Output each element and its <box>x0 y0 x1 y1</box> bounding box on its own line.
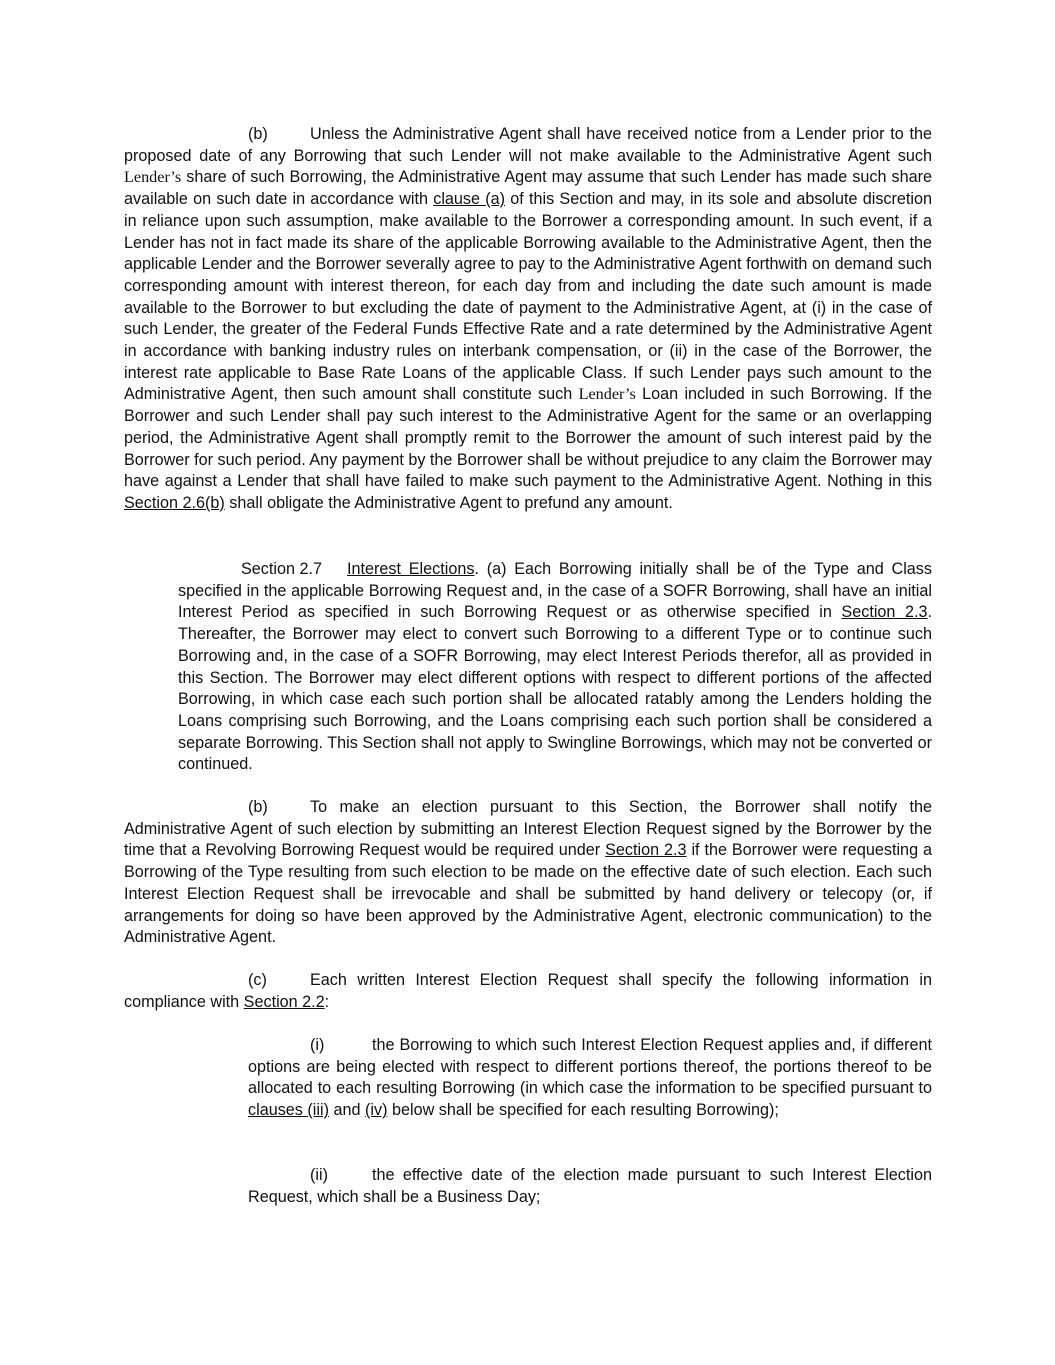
cross-reference-section-2-3: Section 2.3 <box>841 603 928 622</box>
clause-i <box>248 1035 932 1122</box>
paragraph-text: share of such Borrowing, the Administrative Agent may assume that such Lender has made such share available on such date in accordance with <box>124 168 932 209</box>
paragraph-text: Lender’s <box>124 168 182 187</box>
clause-label: (i) <box>310 1036 325 1054</box>
clause-text: below shall be specified for each resulting Borrowing); <box>387 1101 779 1120</box>
cross-reference-clause-a: clause (a) <box>433 190 506 209</box>
paragraph-2-7-c <box>124 970 932 1013</box>
clause-label: (ii) <box>310 1166 328 1184</box>
paragraph-text: . Thereafter, the Borrower may elect to convert such Borrowing to a different Type or to continue such Borrowing and, in the case of a SOFR Borrowing, may elect Interest Periods therefor, all as provided in this Section. The Borrower may elect different options with respect to different portions of the affected Borrowing, in which case each such portion shall be allocated ratably among the Lenders holding the Loans comprising such Borrowing, and the Loans comprising each such portion shall be considered a separate Borrowing. This Section shall not apply to Swingline Borrowings, which may not be converted or continued. <box>178 603 932 774</box>
section-heading: Interest Elections <box>347 560 475 578</box>
paragraph-text: of this Section and may, in its sole and absolute discretion in reliance upon such assumption, make available to the Borrower a corresponding amount. In such event, if a Lender has not in fact made its share of the applicable Borrowing available to the Administrative Agent, then the applicable Lender and the Borrower severally agree to pay to the Administrative Agent forthwith on demand such corresponding amount with interest thereon, for each day from and including the date such amount is made available to the Borrower to but excluding the date of payment to the Administrative Agent, at (i) in the case of such Lender, the greater of the Federal Funds Effective Rate and a rate determined by the Administrative Agent in accordance with banking industry rules on interbank compensation, or (ii) in the case of the Borrower, the interest rate applicable to Base Rate Loans of the applicable Class. If such Lender pays such amount to the Administrative Agent, then such amount shall constitute such <box>124 190 933 404</box>
paragraph-text: if the Borrower were requesting a Borrowing of the Type resulting from such election to be made on the effective date of such election. Each such Interest Election Request shall be irrevocable and shall be submitted by hand delivery or telecopy (or, if arrangements for doing so have been approved by the Administrative Agent, electronic communication) to the Administrative Agent. <box>124 841 932 947</box>
paragraph-text: Unless the Administrative Agent shall have received notice from a Lender prior to the proposed date of any Borrowing that such Lender will not make available to the Administrative Agent such <box>124 125 932 165</box>
paragraph-2-6-b <box>124 124 932 515</box>
cross-reference-clause-iv: (iv) <box>364 1101 388 1120</box>
clause-text: the Borrowing to which such Interest Election Request applies and, if different options are being elected with respect to different portions thereof, the portions thereof to be allocated to each resulting Borrowing (in which case the information to be specified pursuant to <box>248 1036 932 1098</box>
cross-reference-clause-iii: clauses (iii) <box>248 1101 329 1120</box>
paragraph-text: To make an election pursuant to this Section, the Borrower shall notify the Administrative Agent of such election by submitting an Interest Election Request signed by the Borrower by the time that a Revolving Borrowing Request would be required under <box>124 798 932 860</box>
cross-reference-section-2-3: Section 2.3 <box>605 841 687 860</box>
paragraph-text: shall obligate the Administrative Agent to prefund any amount. <box>224 493 673 512</box>
paragraph-label: (b) <box>248 798 268 816</box>
paragraph-text: . (a) Each Borrowing initially shall be of the Type and Class specified in the applicable Borrowing Request and, in the case of a SOFR Borrowing, shall have an initial Interest Period as specified in such Borrowing Request or as otherwise specified in <box>178 560 932 622</box>
section-number: Section 2.7 <box>241 560 322 578</box>
paragraph-text: Lender’s <box>578 385 636 404</box>
clause-ii <box>248 1165 932 1208</box>
paragraph-2-7-b <box>124 797 932 949</box>
cross-reference-section-2-6-b: Section 2.6(b) <box>124 493 225 512</box>
paragraph-label: (b) <box>248 125 268 143</box>
section-2-7-paragraph <box>178 559 932 776</box>
paragraph-label: (c) <box>248 971 267 989</box>
clause-text: and <box>328 1101 365 1120</box>
paragraph-text: Each written Interest Election Request shall specify the following information in compliance with <box>124 971 932 1011</box>
clause-text: the effective date of the election made pursuant to such Interest Election Request, which shall be a Business Day; <box>248 1166 932 1206</box>
cross-reference-section-2-2: Section 2.2 <box>243 992 325 1011</box>
paragraph-text: Loan included in such Borrowing. If the Borrower and such Lender shall pay such interest to the Administrative Agent for the same or an overlapping period, the Administrative Agent shall promptly remit to the Borrower the amount of such interest paid by the Borrower for such period. Any payment by the Borrower shall be without prejudice to any claim the Borrower may have against a Lender that shall have failed to make such payment to the Administrative Agent. Nothing in this <box>124 385 932 491</box>
paragraph-text: : <box>324 992 330 1011</box>
